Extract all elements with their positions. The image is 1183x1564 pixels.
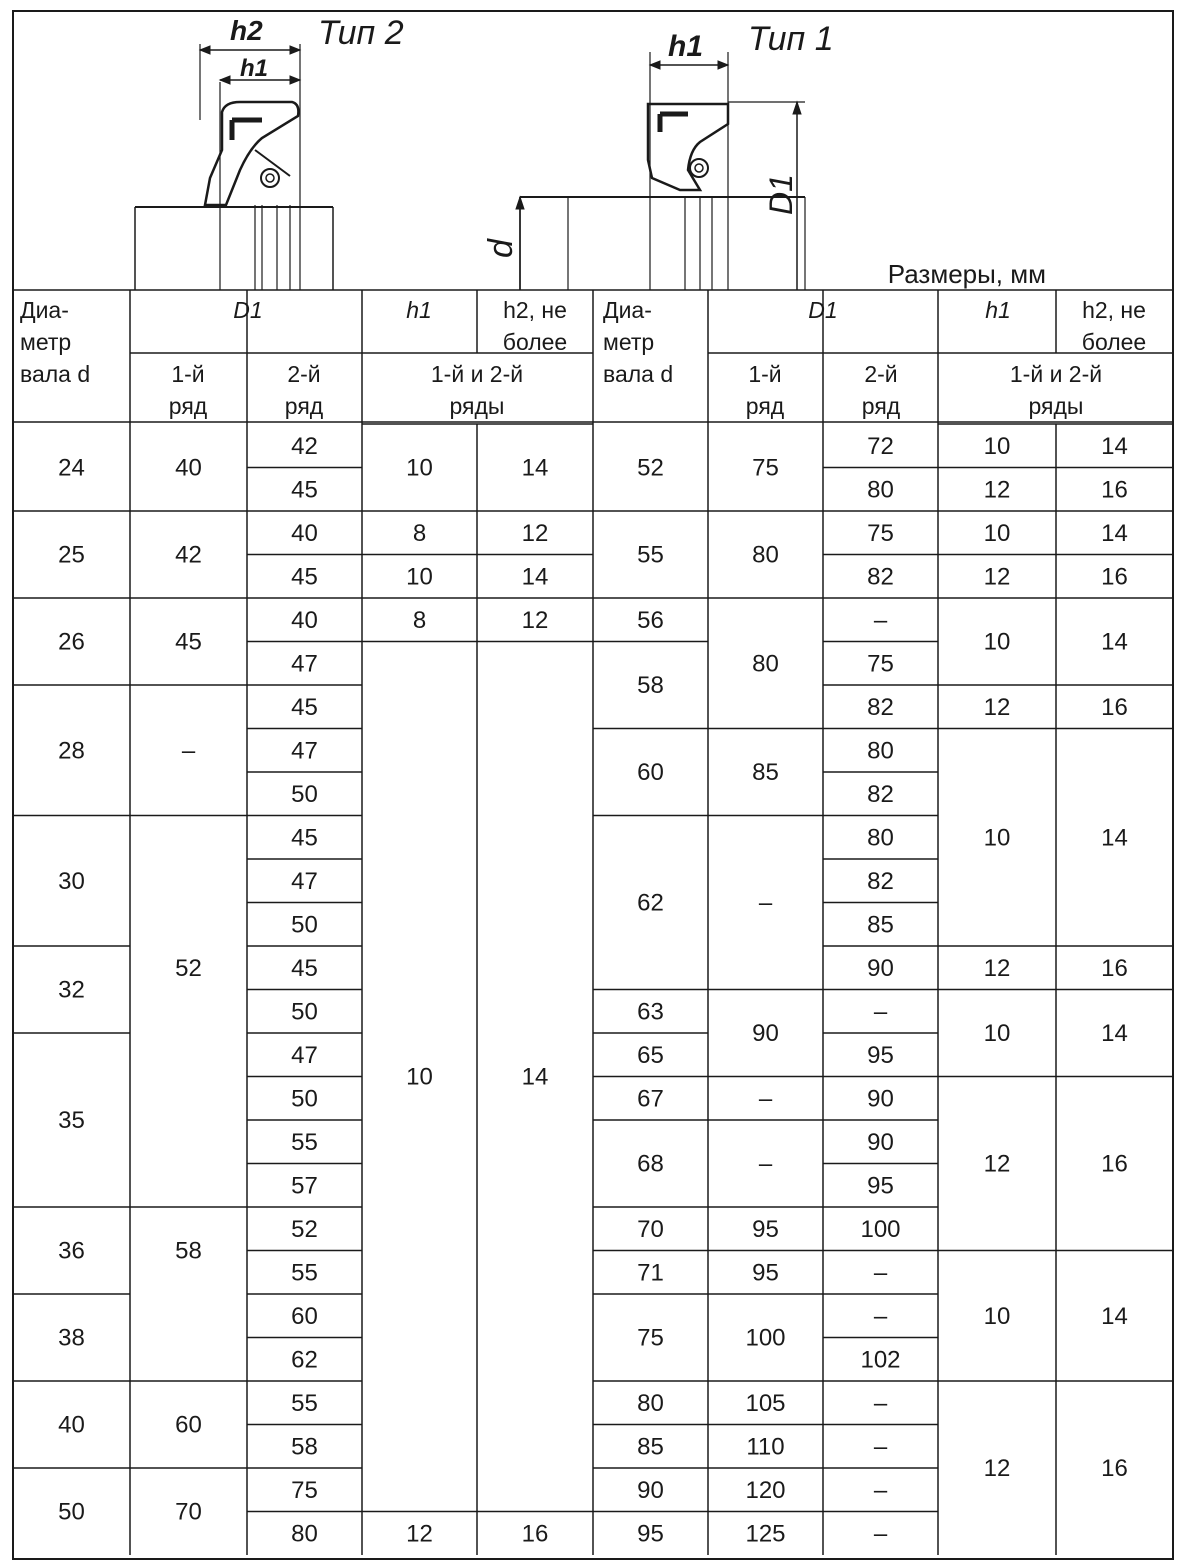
h2-left: 14 — [521, 454, 549, 482]
header-d1-left: D1 — [233, 297, 263, 323]
d1-row2-left: 40 — [291, 606, 318, 634]
header-d1-right: D1 — [808, 297, 838, 323]
d1-row1-right: – — [758, 889, 773, 917]
d1-row2-right: 95 — [867, 1041, 894, 1069]
h1-right: 10 — [983, 628, 1011, 656]
h2-left: 14 — [521, 563, 549, 591]
d1-row2-left: 50 — [291, 1085, 318, 1113]
h1-right: 12 — [983, 563, 1011, 591]
d1-row2-right: 90 — [867, 1085, 894, 1113]
header-h2-left: h2, не — [503, 297, 567, 323]
d1-row2-left: 60 — [291, 1302, 318, 1330]
shaft-diameter-right: 70 — [637, 1215, 664, 1243]
shaft-diameter-left: 25 — [58, 541, 85, 569]
h2-right: 14 — [1101, 432, 1128, 460]
shaft-diameter-left: 35 — [58, 1107, 85, 1134]
d1-row1-right: 105 — [745, 1389, 786, 1417]
h2-left: 14 — [521, 1063, 549, 1091]
shaft-diameter-left: 30 — [58, 867, 85, 895]
shaft-diameter-right: 68 — [637, 1150, 664, 1178]
d1-row1-right: 85 — [752, 759, 779, 786]
d1-row1-right: 95 — [752, 1215, 779, 1243]
d1-row2-left: 47 — [291, 737, 318, 765]
header-row1-right: ряд — [745, 393, 785, 419]
shaft-diameter-right: 80 — [637, 1389, 664, 1417]
h2-right: 14 — [1101, 628, 1128, 656]
header-shaft-right: метр — [603, 329, 655, 355]
d1-row1-left: 42 — [175, 541, 202, 569]
h1-right: 12 — [983, 1455, 1011, 1482]
h1-right: 10 — [983, 824, 1011, 852]
d1-row2-right: 90 — [867, 1128, 894, 1156]
d1-row1-left: 40 — [175, 454, 202, 482]
d1-row2-right: 75 — [867, 519, 894, 547]
h2-right: 14 — [1101, 824, 1128, 852]
h2-right: 16 — [1101, 1455, 1128, 1482]
header-h2-right: h2, не — [1082, 297, 1146, 323]
d1-row2-left: 50 — [291, 780, 318, 808]
h1-left: 8 — [412, 519, 427, 547]
d1-row1-right: – — [758, 1085, 773, 1113]
shaft-diameter-right: 62 — [637, 889, 664, 917]
h2-right: 14 — [1101, 1302, 1128, 1330]
shaft-diameter-right: 60 — [637, 759, 664, 786]
header-rows12-right: 1-й и 2-й — [1009, 361, 1103, 387]
h2-left: 12 — [521, 606, 549, 634]
d1-row2-left: 80 — [291, 1520, 318, 1548]
h1-left: 8 — [412, 606, 427, 634]
d1-row2-right: 80 — [867, 824, 894, 852]
h2-right: 14 — [1101, 519, 1128, 547]
shaft-diameter-right: 95 — [637, 1520, 664, 1548]
d1-row2-right: 100 — [860, 1215, 901, 1243]
shaft-diameter-right: 85 — [637, 1433, 664, 1461]
shaft-diameter-left: 24 — [58, 454, 85, 482]
d1-row2-left: 58 — [291, 1433, 318, 1461]
h2-right: 14 — [1101, 1020, 1128, 1047]
d1-row2-left: 50 — [291, 911, 318, 939]
d1-row2-left: 47 — [291, 1041, 318, 1069]
d1-row1-left: 58 — [175, 1237, 202, 1265]
d1-row2-right: 85 — [867, 911, 894, 939]
d1-row2-left: 55 — [291, 1259, 318, 1287]
shaft-diameter-right: 58 — [637, 672, 664, 699]
d1-row2-right: 80 — [867, 476, 894, 504]
h2-left: 12 — [521, 519, 549, 547]
h2-right: 16 — [1101, 954, 1128, 982]
d1-row2-right: – — [873, 1389, 888, 1417]
d1-row1-left: – — [181, 737, 196, 765]
d1-row1-left: 60 — [175, 1411, 202, 1439]
d1-row2-left: 45 — [291, 693, 318, 721]
header-shaft-left: вала d — [20, 361, 91, 387]
shaft-diameter-right: 52 — [637, 454, 664, 482]
d1-row2-left: 42 — [291, 432, 318, 460]
h1-right: 10 — [983, 432, 1011, 460]
d1-row2-right: 80 — [867, 737, 894, 765]
header-row1-left: ряд — [168, 393, 208, 419]
d1-row2-right: 82 — [867, 563, 894, 591]
shaft-diameter-left: 36 — [58, 1237, 85, 1265]
shaft-diameter-left: 50 — [58, 1498, 85, 1526]
header-shaft-right: вала d — [603, 361, 674, 387]
d1-row2-right: – — [873, 1433, 888, 1461]
header-h2-left: более — [502, 329, 568, 355]
shaft-diameter-right: 71 — [637, 1259, 664, 1287]
d1-row1-left: 52 — [175, 954, 202, 982]
d1-row2-left: 62 — [291, 1346, 318, 1374]
d1-row2-left: 52 — [291, 1215, 318, 1243]
h1-right: 12 — [983, 1150, 1011, 1178]
header-shaft-left: Диа- — [20, 297, 69, 323]
d1-row2-left: 47 — [291, 867, 318, 895]
d1-row1-left: 45 — [175, 628, 202, 656]
header-rows12-left: ряды — [449, 393, 505, 419]
d1-row2-left: 47 — [291, 650, 318, 678]
h2-right: 16 — [1101, 693, 1128, 721]
d1-row2-right: – — [873, 1520, 888, 1548]
dim-d-label: d — [482, 239, 520, 258]
h2-left: 16 — [521, 1520, 549, 1548]
d1-row2-right: 95 — [867, 1172, 894, 1200]
header-row2-left: ряд — [284, 393, 324, 419]
d1-row2-left: 45 — [291, 824, 318, 852]
d1-row2-right: 102 — [860, 1346, 901, 1374]
dim-h1-label-type1: h1 — [668, 30, 704, 63]
shaft-diameter-left: 26 — [58, 628, 85, 656]
h2-right: 16 — [1101, 1150, 1128, 1178]
header-row1-left: 1-й — [171, 361, 205, 387]
d1-row1-right: 100 — [745, 1324, 786, 1352]
d1-row1-right: 125 — [745, 1520, 786, 1548]
d1-row1-right: 75 — [752, 454, 779, 482]
d1-row2-right: 82 — [867, 867, 894, 895]
header-row2-right: 2-й — [864, 361, 898, 387]
shaft-diameter-right: 75 — [637, 1324, 664, 1352]
header-rows12-right: ряды — [1028, 393, 1084, 419]
d1-row1-left: 70 — [175, 1498, 202, 1526]
header-row2-left: 2-й — [287, 361, 321, 387]
header-h1-left: h1 — [406, 297, 432, 323]
shaft-diameter-left: 28 — [58, 737, 85, 765]
shaft-diameter-right: 65 — [637, 1041, 664, 1069]
d1-row1-right: 90 — [752, 1020, 779, 1047]
h1-right: 12 — [983, 476, 1011, 504]
h1-right: 10 — [983, 1020, 1011, 1047]
h1-left: 10 — [406, 454, 433, 482]
dim-h1-label-type2: h1 — [240, 55, 269, 82]
d1-row2-left: 75 — [291, 1476, 318, 1504]
d1-row2-right: – — [873, 1259, 888, 1287]
d1-row2-left: 45 — [291, 476, 318, 504]
type2-label: Тип 2 — [318, 14, 404, 52]
dim-h2-label: h2 — [230, 15, 263, 46]
h1-right: 12 — [983, 954, 1011, 982]
d1-row2-right: – — [873, 1302, 888, 1330]
header-h1-right: h1 — [985, 297, 1011, 323]
h1-left: 12 — [406, 1520, 433, 1548]
header-row1-right: 1-й — [748, 361, 782, 387]
d1-row2-right: 82 — [867, 693, 894, 721]
shaft-diameter-left: 38 — [58, 1324, 85, 1352]
d1-row2-right: 75 — [867, 650, 894, 678]
h1-right: 10 — [983, 1302, 1011, 1330]
d1-row2-right: – — [873, 1476, 888, 1504]
dim-D1-label: D1 — [763, 174, 799, 215]
d1-row2-left: 55 — [291, 1389, 318, 1417]
d1-row2-left: 50 — [291, 998, 318, 1026]
shaft-diameter-right: 56 — [637, 606, 664, 634]
shaft-diameter-right: 67 — [637, 1085, 664, 1113]
header-shaft-left: метр — [20, 329, 72, 355]
d1-row2-right: 90 — [867, 954, 894, 982]
d1-row1-right: 80 — [752, 650, 779, 678]
shaft-diameter-right: 55 — [637, 541, 664, 569]
d1-row2-right: 72 — [867, 432, 894, 460]
h2-right: 16 — [1101, 476, 1128, 504]
d1-row2-left: 57 — [291, 1172, 318, 1200]
shaft-diameter-left: 32 — [58, 976, 85, 1004]
d1-row1-right: 80 — [752, 541, 779, 569]
d1-row2-right: – — [873, 998, 888, 1026]
h1-right: 10 — [983, 519, 1011, 547]
type1-label: Тип 1 — [748, 20, 834, 58]
units-label: Размеры, мм — [887, 259, 1046, 289]
header-shaft-right: Диа- — [603, 297, 652, 323]
shaft-diameter-right: 90 — [637, 1476, 664, 1504]
shaft-diameter-left: 40 — [58, 1411, 85, 1439]
h1-right: 12 — [983, 693, 1011, 721]
h1-left: 10 — [406, 1063, 433, 1091]
d1-row2-left: 45 — [291, 563, 318, 591]
d1-row2-left: 45 — [291, 954, 318, 982]
d1-row2-right: 82 — [867, 780, 894, 808]
d1-row2-left: 55 — [291, 1128, 318, 1156]
d1-row1-right: – — [758, 1150, 773, 1178]
header-h2-right: более — [1081, 329, 1147, 355]
d1-row1-right: 120 — [745, 1476, 786, 1504]
d1-row1-right: 110 — [746, 1433, 785, 1461]
d1-row2-right: – — [873, 606, 888, 634]
header-row2-right: ряд — [861, 393, 901, 419]
d1-row2-left: 40 — [291, 519, 318, 547]
d1-row1-right: 95 — [752, 1259, 779, 1287]
shaft-diameter-right: 63 — [637, 998, 664, 1026]
header-rows12-left: 1-й и 2-й — [430, 361, 524, 387]
h1-left: 10 — [406, 563, 433, 591]
h2-right: 16 — [1101, 563, 1128, 591]
